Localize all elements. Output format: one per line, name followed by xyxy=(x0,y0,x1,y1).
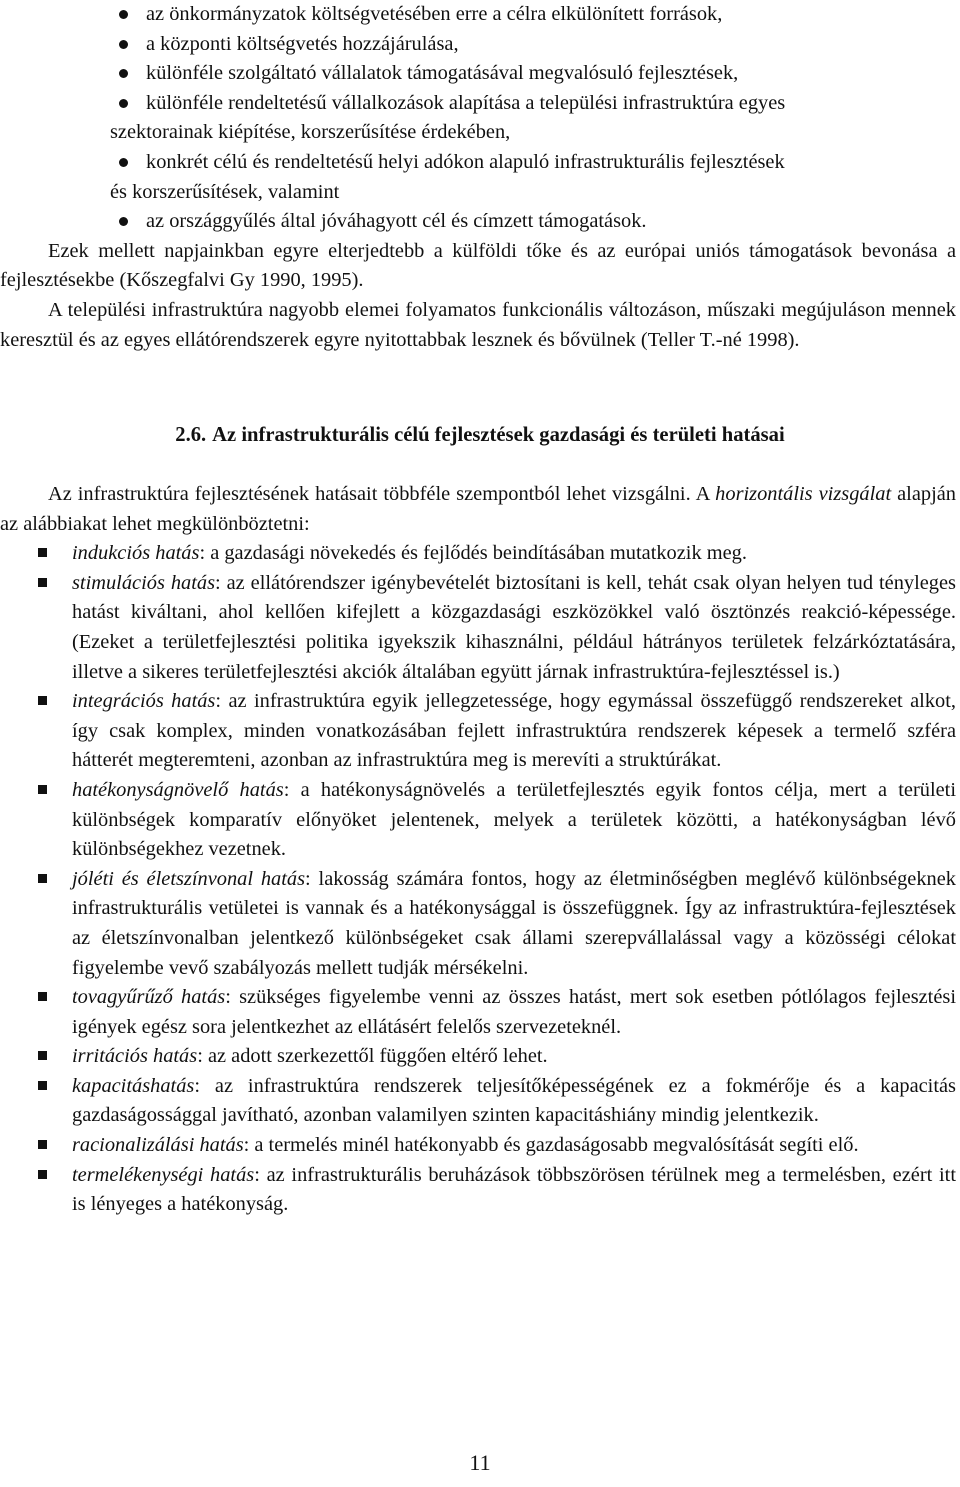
bullet-square-icon xyxy=(38,548,47,557)
list-item-text: különféle szolgáltató vállalatok támogatásával megvalósuló fejlesztések, xyxy=(146,62,739,85)
effect-term: jóléti és életszínvonal hatás xyxy=(72,867,306,890)
bullet-square-icon xyxy=(38,1051,47,1060)
list-item xyxy=(0,30,960,60)
effect-text: : a hatékonyságnövelés a területfejlesztés egyik fontos célja, mert a területi különbségek komparatív előnyöket jelentenek, melyek a területek közötti, a hatékonyságban lévő különbségekhez vezetnek. xyxy=(72,778,956,861)
list-item xyxy=(0,148,960,207)
effect-text: : az ellátórendszer igénybevételét biztosítani is kell, tehát csak olyan helyen tud tényleges hatást kiváltani, ahol kellően kifejlett a közgazdasági eszközökkel való ösztönzés reakció-képessége. (Ezeket a területfejlesztési politika igyekszik kihasználni, például hátrányos területek felzárkóztatására, illetve a sikeres területfejlesztési akciók általában együtt járnak infrastruktúra-fejlesztéssel is.) xyxy=(72,571,956,683)
section-number: 2.6. xyxy=(175,424,207,446)
list-item xyxy=(0,1072,960,1131)
list-item xyxy=(0,569,960,687)
bullet-dot-icon xyxy=(119,217,128,226)
effect-term: integrációs hatás xyxy=(72,690,216,713)
list-item xyxy=(0,89,960,148)
effect-term: tovagyűrűző hatás xyxy=(72,986,226,1009)
paragraph-text: alapján az alábbiakat lehet megkülönböztetni: xyxy=(0,483,956,535)
list-item-text-continued: és korszerűsítések, valamint xyxy=(110,180,340,203)
effects-list xyxy=(0,539,960,1220)
bullet-dot-icon xyxy=(119,10,128,19)
bullet-square-icon xyxy=(38,696,47,705)
paragraph-text: Az infrastruktúra fejlesztésének hatásait többféle szempontból lehet vizsgálni. A xyxy=(48,483,716,505)
effect-text: : az infrastrukturális beruházások többszörösen térülnek meg a termelésben, ezért itt is lényeges a hatékonyság. xyxy=(72,1163,956,1216)
effect-text: : szükséges figyelembe venni az összes hatást, mert sok esetben pótlólagos fejlesztési igények egész sora jelentkezhet az ellátásért felelős szervezeteknél. xyxy=(72,986,956,1038)
effect-term: termelékenységi hatás xyxy=(72,1163,255,1186)
list-item-text: az országgyűlés által jóváhagyott cél és címzett támogatások. xyxy=(146,210,647,233)
section-title: Az infrastrukturális célú fejlesztések gazdasági és területi hatásai xyxy=(212,424,785,446)
paragraph: Ezek mellett napjainkban egyre elterjedtebb a külföldi tőke és az európai uniós támogatások bevonása a fejlesztésekbe (Kőszegfalvi Gy 1990, 1995). xyxy=(0,239,956,292)
page-number: 11 xyxy=(469,1450,491,1475)
bullet-dot-icon xyxy=(119,40,128,49)
effect-text: : az infrastruktúra rendszerek teljesítőképességének ez a fokmérője és a kapacitás gazdaságossággal javítható, azonban valamilyen szinten kapacitáshiány mindig jelentkezik. xyxy=(72,1074,956,1127)
list-item xyxy=(0,0,960,30)
bullet-dot-icon xyxy=(119,99,128,108)
effect-term: stimulációs hatás xyxy=(72,571,216,594)
bullet-square-icon xyxy=(38,992,47,1001)
effect-term: racionalizálási hatás xyxy=(72,1134,244,1157)
bullet-square-icon xyxy=(38,578,47,587)
bullet-square-icon xyxy=(38,1081,47,1090)
list-item xyxy=(0,1131,960,1161)
bullet-dot-icon xyxy=(119,69,128,78)
effect-text: : az infrastruktúra egyik jellegzetessége, hogy egymással összefüggő rendszereket alkot, így csak komplex, minden vonatkozásában fejlett infrastruktúra rendszerek képesek a termelő szféra hátterét megteremteni, azonban az infrastruktúra meg is merevíti a struktúrákat. xyxy=(72,690,956,772)
intro-bullet-list xyxy=(0,0,960,355)
list-item-text: konkrét célú és rendeltetésű helyi adókon alapuló infrastrukturális fejlesztések xyxy=(146,150,785,173)
bullet-square-icon xyxy=(38,874,47,883)
bullet-dot-icon xyxy=(119,158,128,167)
list-item xyxy=(0,1042,960,1072)
list-item xyxy=(0,687,960,776)
section-body xyxy=(0,480,960,1220)
list-item-text: az önkormányzatok költségvetésében erre a célra elkülönített források, xyxy=(146,3,723,25)
list-item-text: különféle rendeltetésű vállalkozások alapítása a települési infrastruktúra egyes xyxy=(146,91,786,114)
effect-text: : lakosság számára fontos, hogy az életminőségben meglévő különbségeknek infrastrukturális vetületei is vannak és a hatékonysággal is összefüggnek. Így az infrastruktúra-fejlesztések az életszínvonalban jelentkező különbségeket csak állami szerepvállalással vagy a közösségi célokat figyelembe vevő szabályozás mellett tudják mérsékelni. xyxy=(72,867,956,979)
list-item xyxy=(0,865,960,983)
list-item xyxy=(0,539,960,569)
effect-text: : a termelés minél hatékonyabb és gazdaságosabb megvalósítását segíti elő. xyxy=(243,1134,859,1157)
list-item xyxy=(0,59,960,89)
list-item-text: a központi költségvetés hozzájárulása, xyxy=(146,32,459,55)
list-item xyxy=(0,1161,960,1220)
bullet-square-icon xyxy=(38,1170,47,1179)
list-item xyxy=(0,776,960,865)
paragraph: A települési infrastruktúra nagyobb elemei folyamatos funkcionális változáson, műszaki megújuláson mennek keresztül és az egyes ellátórendszerek egyre nyitottabbak lesznek és bővülnek (Teller T.-né 1998). xyxy=(0,298,956,351)
bullet-square-icon xyxy=(38,1140,47,1149)
effect-term: irritációs hatás xyxy=(72,1045,198,1068)
list-item-text-continued: szektorainak kiépítése, korszerűsítése érdekében, xyxy=(110,121,511,144)
list-item xyxy=(0,207,960,237)
effect-term: indukciós hatás xyxy=(72,542,200,565)
list-item xyxy=(0,983,960,1042)
bullet-square-icon xyxy=(38,785,47,794)
effect-text: : az adott szerkezettől függően eltérő lehet. xyxy=(197,1045,548,1068)
effect-text: : a gazdasági növekedés és fejlődés beindításában mutatkozik meg. xyxy=(199,542,747,565)
effect-term: hatékonyságnövelő hatás xyxy=(72,778,284,801)
paragraph-italic-term: horizontális vizsgálat xyxy=(715,483,892,505)
paragraph xyxy=(0,480,960,539)
section-heading xyxy=(0,421,960,451)
effect-term: kapacitáshatás xyxy=(72,1074,195,1097)
